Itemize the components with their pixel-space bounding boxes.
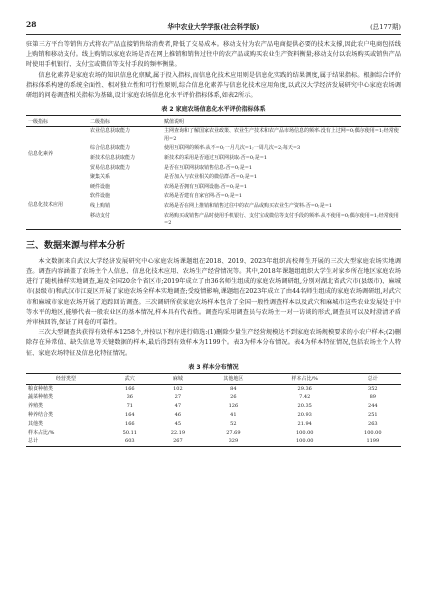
table-cell: 27 xyxy=(174,394,182,401)
paragraph-data-source: 本文数据来自武汉大学经济发展研究中心家庭农场课题组在2018、2019、2023年组织高校师生开展的三次大型家庭农场实地调查。调查内容涵盖了农场主个人信息、信息化技术应用、农场生产经营情况等。其中,2018年课题组组织大学生对家乡所在地区家庭农场进行了随机抽样实地调查,遍及全国20余个省区市;2019年成立了由36名师生组成的家庭农场调研组,分别对湖北省武穴市(县级市)、麻城市(县级市)和武汉市江夏区开展了家庭农场全样本实地调查;受疫情影响,课题组在2023年成立了由44名师生组成的家庭农场调研组,对武穴市和麻城市家庭农场开展了追踪回访调查。三次调研所获家庭农场样本包含了全国一般性调查样本以及武穴和麻城市这些农业发展处于中等水平的地区,能够代表一般农业区的基本情况,样本具有代表性。调查均采用调查员与农场主一对一访谈的形式,调查员可以及时澄清矛盾并审核回答,保证了问卷的可靠性。 xyxy=(26,257,401,326)
table-3-sample-distribution xyxy=(26,373,401,448)
level1-indicator-cell: 信息化素养 xyxy=(28,151,54,158)
paragraph-sample-screening: 三次大型调查共获得有效样本1258个,并按以下程序进行筛选:(1)删除少量生产经营规模达不到家庭农场规模要求的小农户样本;(2)删除存在异常值、缺失信息等关键数据的样本,最后得到有效样本为1199个。表3为样本分布情况。表4为样本特征情况,包括农场主个人特征、家庭农场特征及信息化特征情况。 xyxy=(26,329,401,357)
table-row xyxy=(26,394,401,403)
table-cell: 100.00 xyxy=(295,429,314,436)
table-2-indicator-system xyxy=(26,115,401,230)
page-body xyxy=(26,40,401,599)
paragraph-info-literacy: 信息化素养是家庭农场的知识信息化禀赋,属于投入指标,而信息化技术应用则是信息化实践的结果测度,属于结果指标。根据综合评价指标体系构建的系统全面性、相对独立性和可行性原则,综合信息化素养与信息化技术应用角度,以武汉大学经济发展研究中心家庭农场调研组的问卷调查相关指标为基础,设计家庭农场信息化水平评价指标体系,如表2所示。 xyxy=(26,71,401,100)
table-cell: 126 xyxy=(228,403,239,410)
assignment-desc-cell: 是否加入与农业相关的微信群:否=0;是=1 xyxy=(164,174,258,181)
row-label-cell: 粮食种植类 xyxy=(28,385,54,392)
table-row xyxy=(26,402,401,411)
table-3-caption: 表 3 样本分布情况 xyxy=(188,363,239,371)
assignment-desc-cell: 农场是否拥有互联网设施:否=0;是=1 xyxy=(164,183,248,190)
assignment-desc-cell: 农场是否建有自家官网:否=0;是=1 xyxy=(164,193,243,200)
assignment-desc-cell: 是否在互联网获取销售信息:否=0;是=1 xyxy=(164,164,253,171)
table-cell: 89 xyxy=(369,394,376,401)
level2-indicator-cell: 移动支付 xyxy=(90,212,111,219)
journal-title: 华中农业大学学报(社会科学版) xyxy=(167,23,260,31)
table-row xyxy=(26,429,401,438)
assignment-desc-cell: 使用互联网的频率:从不=0;一月几次=1;一周几次=2;每天=3 xyxy=(164,145,301,152)
table-cell: 21.94 xyxy=(297,420,312,427)
table-cell: 100.00 xyxy=(295,438,314,445)
row-label-cell: 其他类 xyxy=(28,420,44,427)
table-cell: 603 xyxy=(125,438,135,445)
table-row xyxy=(26,438,401,447)
table-cell: 1199 xyxy=(366,438,380,445)
table-cell: 166 xyxy=(125,420,135,427)
level2-indicator-cell: 综合信息获取能力 xyxy=(90,145,131,152)
table-cell: 71 xyxy=(126,403,133,410)
level2-indicator-cell: 软件设施 xyxy=(90,193,111,200)
row-label-cell: 种养结合类 xyxy=(28,411,54,418)
table-cell: 50.11 xyxy=(122,429,137,436)
table-cell: 267 xyxy=(173,438,183,445)
table-cell: 47 xyxy=(174,403,182,410)
table-3-header-row xyxy=(26,373,401,384)
issue-number: (总177期) xyxy=(370,23,401,31)
table-row xyxy=(26,411,401,420)
assignment-desc-cell: 农场是否在网上推销和销售过往中的农产品或购买农业生产资料:否=0;是=1 xyxy=(164,202,333,209)
table-cell: 329 xyxy=(228,438,239,445)
table-cell: 251 xyxy=(368,411,378,418)
section-heading: 三、数据来源与样本分析 xyxy=(26,240,126,251)
table-cell: 41 xyxy=(230,411,237,418)
level2-indicator-cell: 硬件设施 xyxy=(90,183,111,190)
table-cell: 100.00 xyxy=(364,429,382,436)
table-cell: 52 xyxy=(230,420,237,427)
table-2-col-desc: 赋值说明 xyxy=(162,116,401,127)
table-cell: 26 xyxy=(230,394,237,401)
table-cell: 244 xyxy=(368,403,378,410)
assignment-desc-cell: 主网查询和了解国家农业政策、农业生产技术和农产品市场信息的频率:没有上过网=0;偶尔使用=1;经常使用=2 xyxy=(164,128,399,142)
table-2-col-level2: 二级指标 xyxy=(88,116,162,127)
level2-indicator-cell: 贸易信息获取能力 xyxy=(90,164,131,171)
table-cell: 84 xyxy=(230,385,237,392)
assignment-desc-cell: 新技术的采用是否通过互联网获取:否=0;是=1 xyxy=(164,155,268,161)
table-2-caption: 表 2 家庭农场信息化水平评价指标体系 xyxy=(161,106,266,114)
assignment-desc-cell: 农场购买或销售产品时使用手机银行、支付宝或微信等支付手段的频率:从不使用=0;偶尔使用=1;经常使用=2 xyxy=(164,212,399,227)
page-header xyxy=(26,18,401,35)
table-3-column-header: 样本占比/% xyxy=(265,373,345,384)
table-3-column-header: 总计 xyxy=(345,373,401,384)
table-cell: 46 xyxy=(174,411,182,418)
level2-indicator-cell: 新技术信息获取能力 xyxy=(90,155,136,161)
table-row xyxy=(26,384,401,393)
level1-indicator-cell: 信息化技术应用 xyxy=(28,201,64,208)
table-cell: 45 xyxy=(174,420,182,427)
table-cell: 20.35 xyxy=(297,403,312,410)
table-row xyxy=(26,420,401,429)
table-2-col-level1: 一级指标 xyxy=(26,116,88,127)
table-cell: 263 xyxy=(368,420,378,427)
table-cell: 352 xyxy=(368,385,378,392)
table-cell: 20.93 xyxy=(297,411,312,418)
table-3-column-header: 麻城 xyxy=(154,373,202,384)
row-label-cell: 总计 xyxy=(28,438,39,445)
level2-indicator-cell: 聚集关系 xyxy=(90,174,111,181)
row-label-cell: 蔬菜种植类 xyxy=(28,394,54,401)
table-cell: 7.42 xyxy=(299,394,311,401)
row-label-cell: 养殖类 xyxy=(28,403,44,410)
table-cell: 29.36 xyxy=(297,385,312,392)
table-2-header-row xyxy=(26,116,401,127)
table-cell: 22.19 xyxy=(170,429,186,436)
page-number: 28 xyxy=(26,20,37,29)
table-3-column-header: 武穴 xyxy=(106,373,154,384)
table-3-column-header: 其他地区 xyxy=(202,373,265,384)
table-cell: 166 xyxy=(125,385,135,392)
paragraph-ecommerce: 驻第三方平台等销售方式将农产品直接销售给消费者,降低了交易成本。移动支付为农产品电商提供必要的技术支撑,因此农户电商包括线上购销和移动支付。线上购销以家庭农场是否在网上推销和销售过往中的农产品或购买农业生产资料衡量;移动支付以农场购买或销售产品时使用手机银行、支付宝或微信等支付手段的频率衡量。 xyxy=(26,41,401,69)
table-cell: 102 xyxy=(173,385,183,392)
level2-indicator-cell: 农业信息获取能力 xyxy=(90,128,131,135)
table-3-column-header: 经营类型 xyxy=(26,373,106,384)
table-cell: 27.69 xyxy=(226,429,241,436)
table-row xyxy=(26,183,401,193)
table-cell: 164 xyxy=(125,411,135,418)
table-cell: 36 xyxy=(126,394,133,401)
table-row xyxy=(26,127,401,145)
level2-indicator-cell: 线上购销 xyxy=(90,202,111,209)
row-label-cell: 样本占比/% xyxy=(28,429,55,436)
